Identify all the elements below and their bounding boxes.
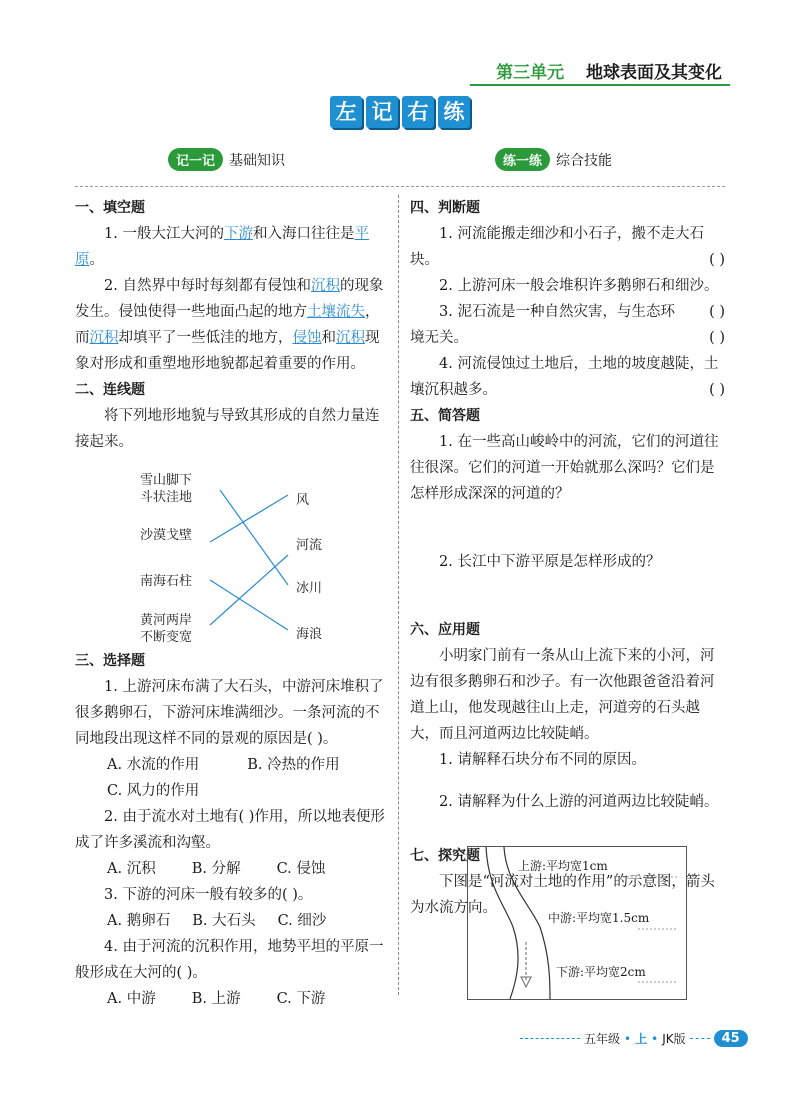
answer: 沉积 [89,330,119,346]
q3-item4: 4. 由于河流的沉积作用，地势平坦的平原一般形成在大河的( )。 [75,939,384,981]
answer: 沉积 [336,330,365,346]
match-left-1: 雪山脚下 斗状洼地 [140,473,193,505]
left-sub-label: 基础知识 [229,152,286,169]
match-left-2: 沙漠戈壁 [140,528,193,543]
left-column-2 [75,648,390,1012]
q6-item1: 1. 请解释石块分布不同的原因。 [439,752,646,768]
q4-heading: 四、判断题 [410,200,480,216]
unit-label: 第三单元 [496,63,565,83]
match-left-3: 南海石柱 [140,574,193,589]
match-right-2: 河流 [296,538,323,553]
right-column [410,195,725,921]
column-divider [398,195,399,995]
q3-item1-opts: A. 水流的作用 B. 冷热的作用 [107,757,340,773]
q4-item: 1. 河流能搬走细沙和小石子，搬不走大石块。 ( ) [410,226,725,268]
section-title [330,96,470,128]
answer: 下游 [223,226,253,242]
term-label: 上 [635,1032,648,1046]
q6-item2: 2. 请解释为什么上游的河道两边比较陡峭。 [439,794,719,810]
q3-heading: 三、选择题 [75,653,145,669]
q4-item: 4. 河流侵蚀过土地后，土地的坡度越陡，土壤沉积越多。 ( ) [410,356,725,398]
match-line [210,580,288,630]
right-pill: 练一练 [495,148,550,171]
right-sub-label: 综合技能 [556,152,613,169]
q5-heading: 五、简答题 [410,408,480,424]
left-column [75,195,390,455]
title-char: 记 [366,96,398,128]
q3-item3-opts: A. 鹅卵石 B. 大石头 C. 细沙 [107,913,327,929]
q6-intro: 小明家门前有一条从山上流下来的小河，河边有很多鹅卵石和沙子。有一次他跟爸爸沿着河道上山，他发现越往山上走，河道旁的石头越大，而且河道两边比较陡峭。 [410,648,715,742]
title-char: 练 [438,96,470,128]
upstream-label: 上游:平均宽1cm [518,859,608,873]
match-lines [200,480,300,640]
match-line [210,555,288,625]
match-line [210,495,288,542]
title-char: 左 [330,96,362,128]
midstream-label: 中游:平均宽1.5cm [548,911,650,925]
q3-item4-opts: A. 中游 B. 上游 C. 下游 [107,991,326,1007]
river-diagram [467,846,687,1000]
right-subtitle [495,148,612,171]
page-header [496,58,722,83]
q1-item2: 2. 自然界中每时每刻都有侵蚀和沉积的现象发生。侵蚀使得一些地面凸起的地方土壤流失，而沉积却填平了一些低洼的地方，侵蚀和沉积现象对形成和重塑地形地貌都起着重要的作用。 [75,278,384,372]
page-number: 45 [714,1030,748,1047]
q4-item: 2. 上游河床一般会堆积许多鹅卵石和细沙。 ( ) [439,278,725,320]
title-char: 右 [402,96,434,128]
answer: 侵蚀 [292,330,322,346]
q3-item1: 1. 上游河床布满了大石头，中游河床堆积了很多鹅卵石，下游河床堆满细沙。一条河流的不同地段出现这样不同的景观的原因是( )。 [75,679,384,747]
answer: 土壤流失 [307,304,365,320]
q3-item3: 3. 下游的河床一般有较多的( )。 [104,887,313,903]
q4-item: 3. 泥石流是一种自然灾害，与生态环境无关。 ( ) [410,304,725,346]
match-right-1: 风 [296,493,310,508]
left-subtitle [168,148,285,171]
left-pill: 记一记 [168,148,223,171]
header-rule [470,84,730,86]
q5-item2: 2. 长江中下游平原是怎样形成的？ [439,554,661,570]
q7-intro: 下图是“河流对土地的作用”的示意图，箭头为水流方向。 [410,874,715,916]
match-right-3: 冰川 [296,581,323,596]
answer: 平原 [75,226,369,268]
top-divider [75,186,725,188]
q1-heading: 一、填空题 [75,200,145,216]
q2-heading: 二、连线题 [75,382,145,398]
q2-intro: 将下列地形地貌与导致其形成的自然力量连接起来。 [75,408,380,450]
grade-label: 五年级 [584,1032,621,1046]
answer: 沉积 [310,278,340,294]
downstream-label: 下游:平均宽2cm [556,965,646,979]
unit-title: 地球表面及其变化 [586,63,722,83]
match-left-4: 黄河两岸 不断变宽 [140,613,193,645]
q3-item2: 2. 由于流水对土地有( )作用，所以地表便形成了许多溪流和沟壑。 [75,809,385,851]
q1-item1: 1. 一般大江大河的下游和入海口往往是平原。 [75,226,369,268]
q6-heading: 六、应用题 [410,622,480,638]
q3-item1-opt-c: C. 风力的作用 [107,783,200,799]
q7-heading: 七、探究题 [410,848,480,864]
match-right-4: 海浪 [296,627,323,642]
match-line [220,490,288,585]
edition-label: JK版 [662,1032,686,1046]
page-footer: 五年级 • 上 • JK版 45 [520,1030,748,1047]
q5-item1: 1. 在一些高山峻岭中的河流，它们的河道往往很深。它们的河道一开始就那么深吗？它们是怎样形成深深的河道的？ [410,434,719,502]
q3-item2-opts: A. 沉积 B. 分解 C. 侵蚀 [107,861,326,877]
